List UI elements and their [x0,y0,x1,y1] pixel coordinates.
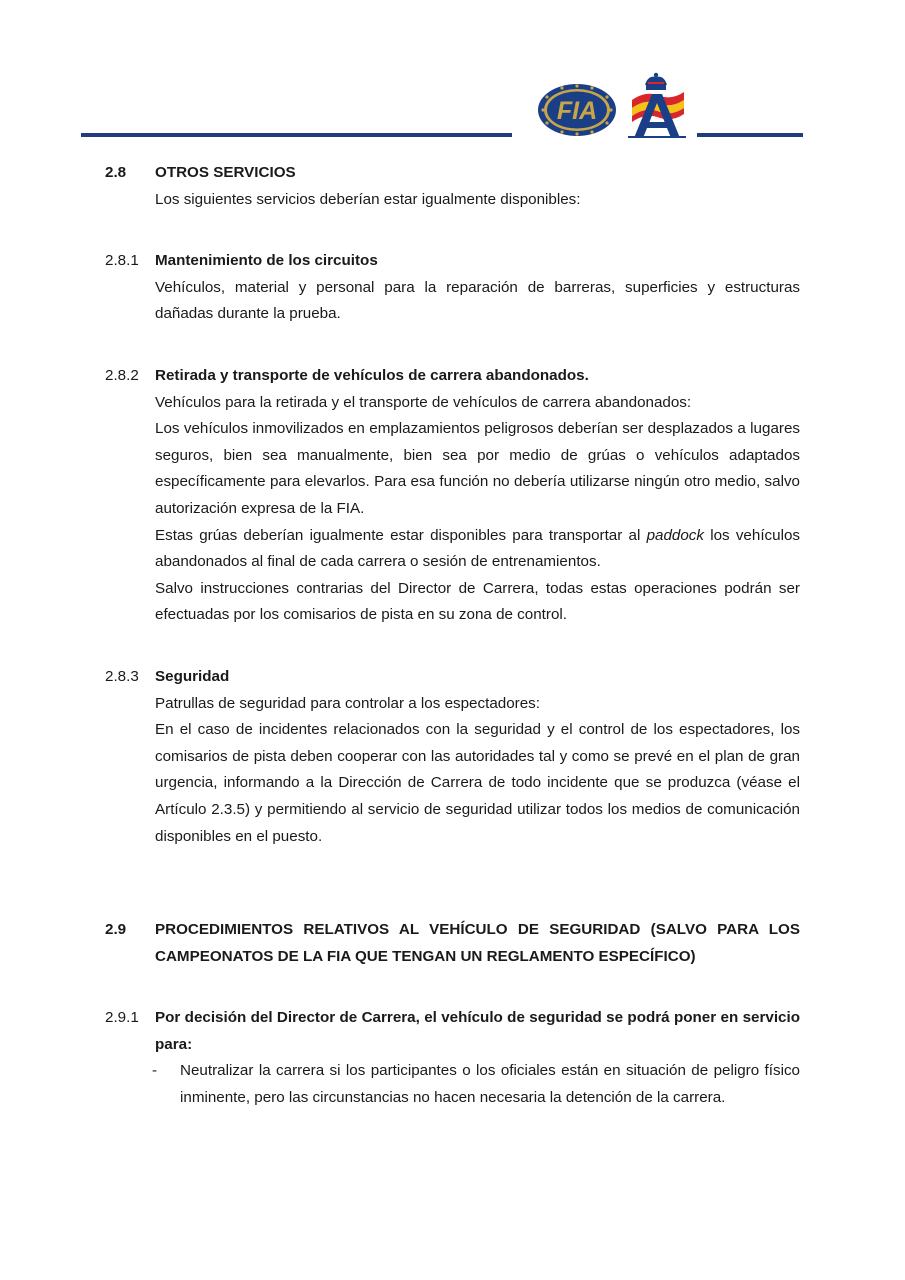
section-title: Seguridad [155,668,230,685]
paragraph [155,523,800,576]
bullet-marker: - [152,1062,158,1079]
section-number: 2.8 [105,164,127,181]
text-run: Estas grúas deberían igualmente estar disponibles para transportar al [155,526,647,544]
page-header [0,0,905,145]
header-rule-right [697,133,803,137]
section-number: 2.9 [105,921,127,938]
paragraph: En el caso de incidentes relacionados con la seguridad y el control de los espectadores, los comisarios de pista deben cooperar con las autoridades tal y como se prevé en el plan de gran urgencia, informando a la Dirección de Carrera de todo incidente que se produzca (véase el Artículo 2.3.5) y permitiendo al servicio de seguridad utilizar todos los medios de comunicación disponibles en el puesto. [155,721,800,845]
section-title: Retirada y transporte de vehículos de carrera abandonados. [155,367,589,384]
crown-icon [645,73,667,90]
paragraph: Patrullas de seguridad para controlar a los espectadores: [155,694,540,712]
section-number: 2.8.2 [105,367,139,384]
fia-logo [537,83,617,137]
section-title: Por decisión del Director de Carrera, el vehículo de seguridad se podrá poner en servicio para: [155,1009,800,1053]
emphasis-paddock: paddock [646,526,704,544]
header-rule-left [81,133,512,137]
section-number: 2.8.1 [105,252,139,269]
section-number: 2.9.1 [105,1009,139,1026]
rfeda-logo [626,72,688,138]
text-run: los vehículos abandonados al final de cada carrera o sesión de entrenamientos. [155,526,801,571]
paragraph: Los vehículos inmovilizados en emplazamientos peligrosos deberían ser desplazados a lugares seguros, bien sea manualmente, bien sea por medio de grúas o vehículos adaptados específicamente para elevarlos. Para esa función no debería utilizarse ningún otro medio, salvo autorización expresa de la FIA. [155,420,800,517]
paragraph: Vehículos para la retirada y el transporte de vehículos de carrera abandonados: [155,393,692,411]
section-title: OTROS SERVICIOS [155,164,296,181]
fia-logo-text: FIA [556,97,598,125]
paragraph: Vehículos, material y personal para la reparación de barreras, superficies y estructuras dañadas durante la prueba. [155,278,800,323]
section-intro: Los siguientes servicios deberían estar igualmente disponibles: [155,190,581,208]
section-number: 2.8.3 [105,668,139,685]
section-title: Mantenimiento de los circuitos [155,252,378,269]
list-item: Neutralizar la carrera si los participantes o los oficiales están en situación de peligro físico inminente, pero las circunstancias no hacen necesaria la detención de la carrera. [180,1062,800,1106]
section-title: PROCEDIMIENTOS RELATIVOS AL VEHÍCULO DE SEGURIDAD (SALVO PARA LOS CAMPEONATOS DE LA FIA QUE TENGAN UN REGLAMENTO ESPECÍFICO) [155,921,800,965]
paragraph: Salvo instrucciones contrarias del Director de Carrera, todas estas operaciones podrán ser efectuadas por los comisarios de pista en su zona de control. [155,579,800,624]
